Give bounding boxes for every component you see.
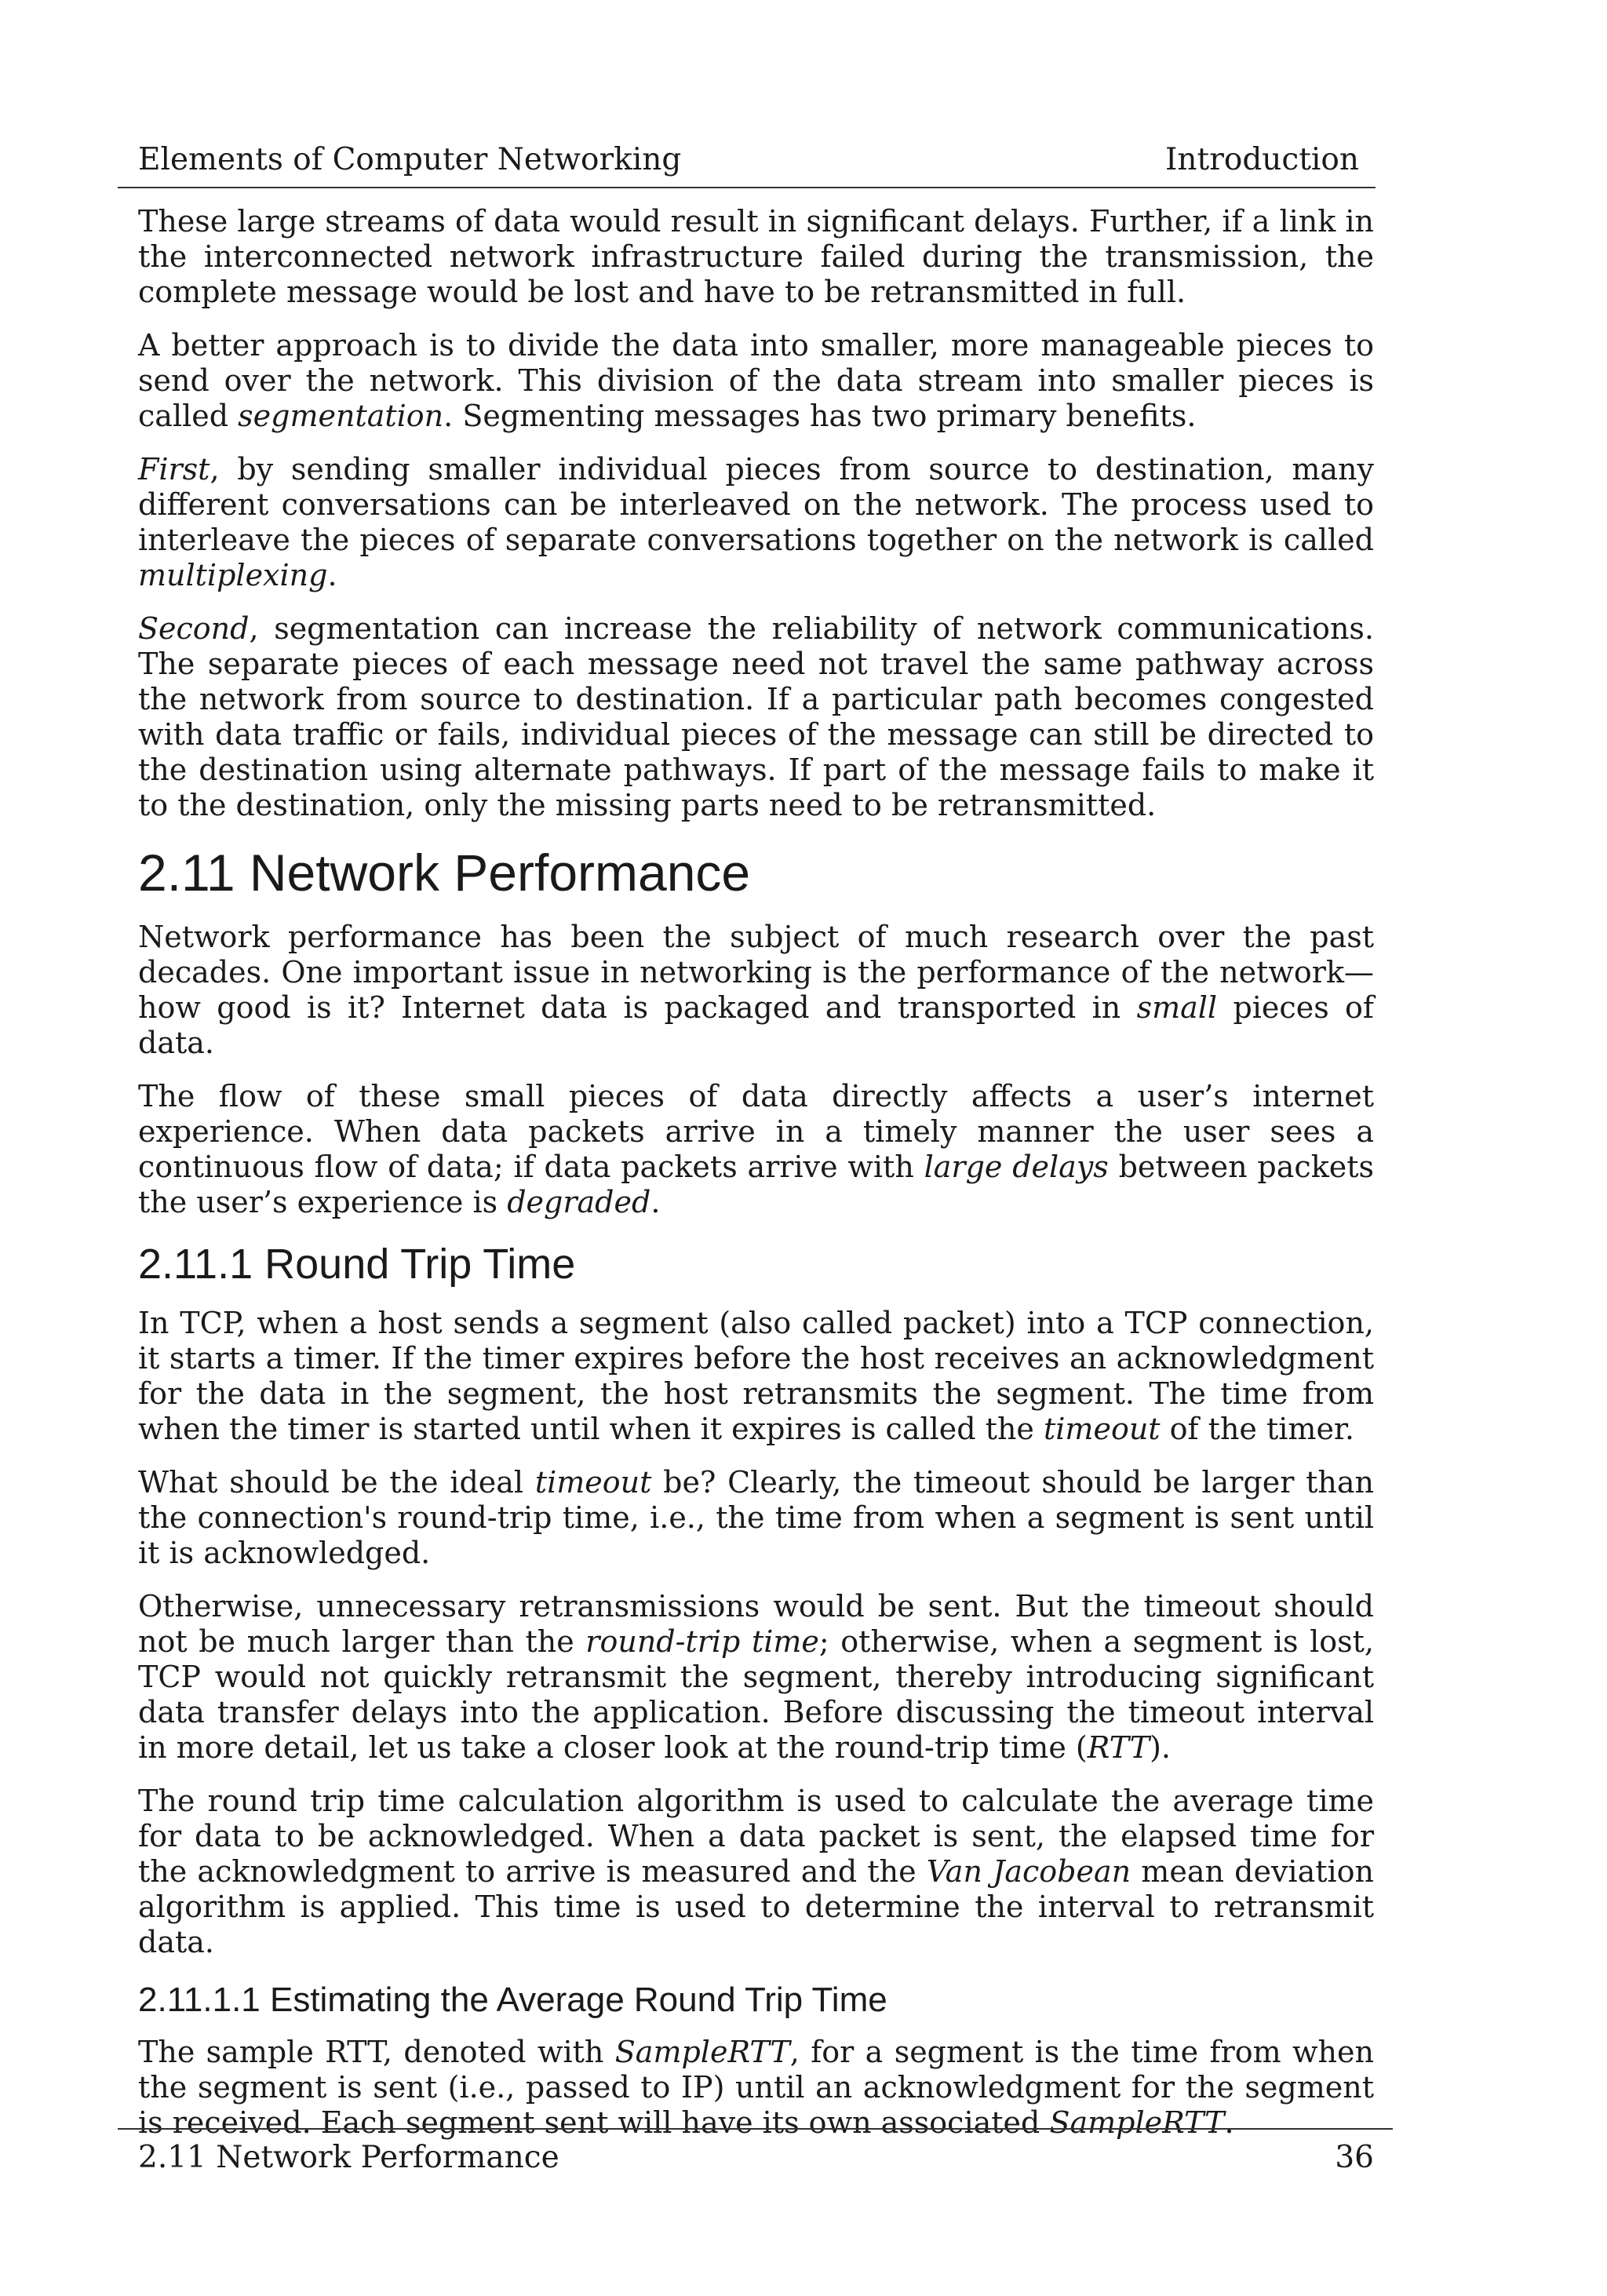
paragraph-text: The flow of these small pieces of data directly affects a user’s internet experience. When data packets arrive in a timely manner the user sees a continuous flow of data; if data packets arrive with [138, 1079, 1374, 1184]
term-first: First [138, 452, 210, 487]
header-rule [118, 187, 1376, 188]
paragraph-text: The sample RTT, denoted with [138, 2035, 615, 2069]
term-multiplexing: multiplexing [138, 558, 328, 592]
term-samplertt: SampleRTT [614, 2035, 790, 2069]
paragraph-text: be? Clearly, the timeout should be larger than the connection's round-trip time, i.e., the time from when a segment is sent until it is acknowledged. [138, 1465, 1374, 1570]
term-rtt: RTT [1087, 1730, 1150, 1765]
paragraph-text: ; otherwise, when a segment is lost, TCP would not quickly retransmit the segment, thereby introducing significant data transfer delays into the application. Before discussing the timeout interval in more detail, let us take a closer look at the round-trip time ( [138, 1624, 1374, 1765]
paragraph-text: . Segmenting messages has two primary benefits. [443, 399, 1197, 433]
paragraph-text: These large streams of data would result in significant delays. Further, if a link in the interconnected network infrastructure failed during the transmission, the complete message would be lost and have to be retransmitted in full. [138, 204, 1374, 309]
paragraph-segmentation [138, 328, 1374, 434]
paragraph-flow-of-data [138, 1079, 1374, 1220]
term-timeout: timeout [1044, 1412, 1161, 1446]
subsection-heading-round-trip-time: 2.11.1 Round Trip Time [138, 1241, 576, 1288]
running-header [138, 138, 1359, 182]
paragraph-text: . [650, 1185, 661, 1219]
paragraph-text: What should be the ideal [138, 1465, 535, 1500]
subsubsection-heading-estimating-rtt: 2.11.1.1 Estimating the Average Round Trip Time [138, 1981, 887, 2019]
header-book-title: Elements of Computer Networking [138, 142, 682, 177]
paragraph-text: The round trip time calculation algorithm is used to calculate the average time for data to be acknowledged. When a data packet is sent, the elapsed time for the acknowledgment to arrive is measured and the [138, 1784, 1374, 1889]
paragraph-text: In TCP, when a host sends a segment (also called packet) into a TCP connection, it starts a timer. If the timer expires before the host receives an acknowledgment for the data in the segment, the host retransmits the segment. The time from when the timer is started until when it expires is called the [138, 1306, 1374, 1446]
footer-rule [118, 2128, 1393, 2130]
term-round-trip-time: round-trip time [585, 1624, 819, 1659]
paragraph-sample-rtt [138, 2035, 1374, 2141]
paragraph-text: ). [1150, 1730, 1171, 1765]
paragraph-text: pieces of data. [138, 990, 1374, 1060]
term-small: small [1136, 990, 1218, 1025]
footer-section-title: 2.11 Network Performance [138, 2140, 559, 2175]
term-segmentation: segmentation [238, 399, 444, 433]
paragraph-text: Otherwise, unnecessary retransmissions would be sent. But the timeout should not be much larger than the [138, 1589, 1374, 1659]
section-heading-network-performance: 2.11 Network Performance [138, 844, 751, 902]
running-footer [138, 2136, 1374, 2180]
paragraph-first-benefit [138, 452, 1374, 593]
paragraph-text: mean deviation algorithm is applied. This time is used to determine the interval to retransmit data. [138, 1854, 1374, 1959]
term-samplertt: SampleRTT [1049, 2105, 1225, 2140]
paragraph-tcp-timer [138, 1306, 1374, 1447]
page-number: 36 [1335, 2140, 1374, 2175]
paragraph-text: , by sending smaller individual pieces from source to destination, many different conversations can be interleaved on the network. The process used to interleave the pieces of separate conversations together on the network is called [138, 452, 1374, 557]
paragraph-unnecessary-retransmissions [138, 1589, 1374, 1766]
paragraph-large-streams [138, 204, 1374, 310]
header-chapter-title: Introduction [1165, 142, 1359, 177]
term-degraded: degraded [507, 1185, 651, 1219]
paragraph-text: , for a segment is the time from when the segment is sent (i.e., passed to IP) until an acknowledgment for the segment is received. Each segment sent will have its own associated [138, 2035, 1374, 2140]
paragraph-text: A better approach is to divide the data into smaller, more manageable pieces to send over the network. This division of the data stream into smaller pieces is called [138, 328, 1374, 433]
paragraph-text: of the timer. [1160, 1412, 1355, 1446]
paragraph-text: between packets the user’s experience is [138, 1150, 1374, 1219]
term-large-delays: large delays [924, 1150, 1109, 1184]
paragraph-network-performance [138, 920, 1374, 1061]
page-content [138, 204, 1374, 2159]
paragraph-text: . [327, 558, 337, 592]
paragraph-ideal-timeout [138, 1465, 1374, 1571]
term-van-jacobean: Van Jacobean [926, 1854, 1131, 1889]
term-timeout: timeout [534, 1465, 652, 1500]
term-second: Second [138, 611, 250, 646]
paragraph-rtt-algorithm [138, 1784, 1374, 1960]
paragraph-text: , segmentation can increase the reliability of network communications. The separate pieces of each message need not travel the same pathway across the network from source to destination. If a particular path becomes congested with data traffic or fails, individual pieces of the message can still be directed to the destination using alternate pathways. If part of the message fails to make it to the destination, only the missing parts need to be retransmitted. [138, 611, 1374, 822]
paragraph-text: Network performance has been the subject of much research over the past decades. One important issue in networking is the performance of the network—how good is it? Internet data is packaged and transported in [138, 920, 1374, 1025]
paragraph-text: . [1224, 2105, 1234, 2140]
paragraph-second-benefit [138, 611, 1374, 823]
